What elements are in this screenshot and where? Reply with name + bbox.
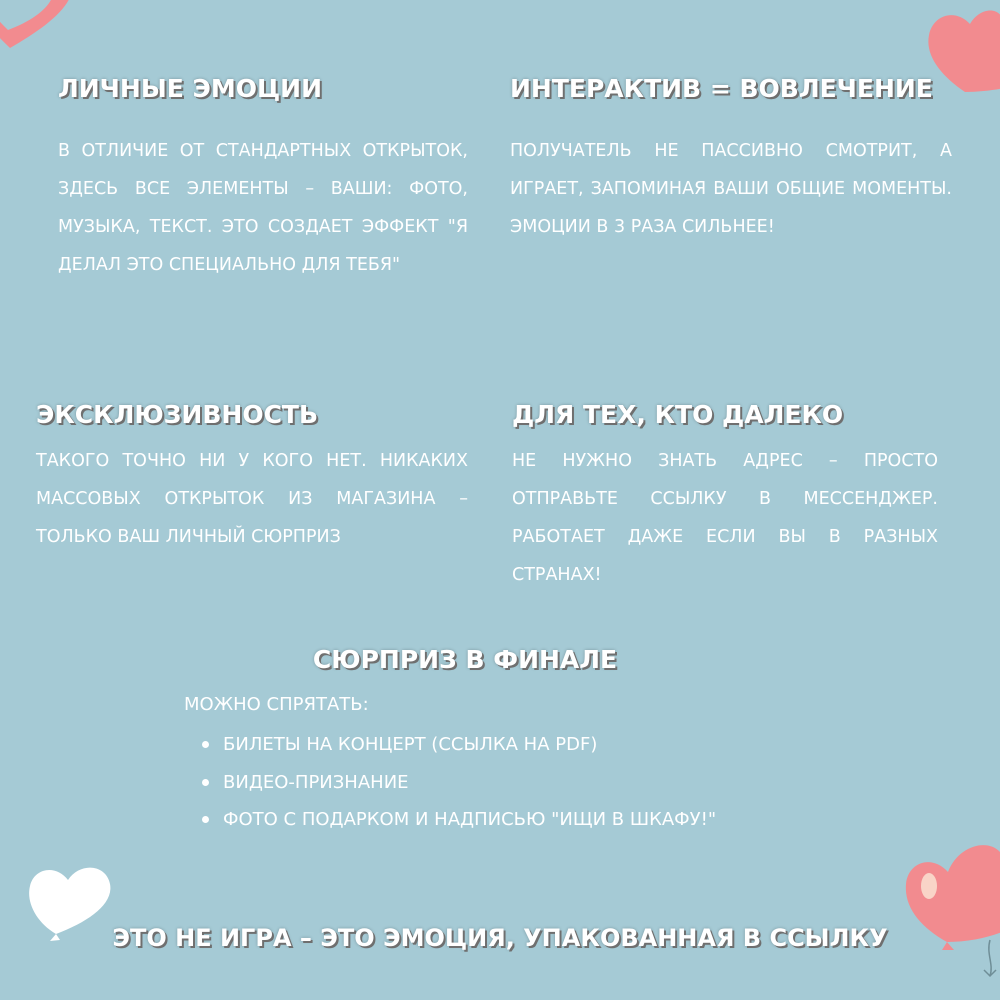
final-label: МОЖНО СПРЯТАТЬ: [184, 694, 369, 715]
heart-balloon-icon [902, 822, 1000, 982]
heart-balloon-icon [0, 0, 80, 50]
bullet-icon [202, 816, 209, 823]
section-heading-exclusivity: ЭКСКЛЮЗИВНОСТЬ [36, 400, 319, 429]
tagline: ЭТО НЕ ИГРА – ЭТО ЭМОЦИЯ, УПАКОВАННАЯ В ССЫЛКУ [112, 924, 888, 952]
heart-balloon-icon [925, 0, 1000, 95]
final-heading: СЮРПРИЗ В ФИНАЛЕ [312, 645, 618, 674]
section-heading-interactive: ИНТЕРАКТИВ = ВОВЛЕЧЕНИЕ [510, 74, 933, 103]
section-text-personal-emotions: В ОТЛИЧИЕ ОТ СТАНДАРТНЫХ ОТКРЫТОК, ЗДЕСЬ ВСЕ ЭЛЕМЕНТЫ – ВАШИ: ФОТО, МУЗЫКА, ТЕКСТ. ЭТО СОЗДАЕТ ЭФФЕКТ "Я ДЕЛАЛ ЭТО СПЕЦИАЛЬНО ДЛЯ ТЕБЯ" [58, 141, 468, 275]
section-heading-far-away: ДЛЯ ТЕХ, КТО ДАЛЕКО [512, 400, 844, 429]
section-heading-personal-emotions: ЛИЧНЫЕ ЭМОЦИИ [58, 74, 323, 103]
section-text-exclusivity: ТАКОГО ТОЧНО НИ У КОГО НЕТ. НИКАКИХ МАССОВЫХ ОТКРЫТОК ИЗ МАГАЗИНА – ТОЛЬКО ВАШ ЛИЧНЫЙ СЮРПРИЗ [36, 451, 468, 547]
bullet-icon [202, 741, 209, 748]
list-item [202, 726, 716, 764]
list-item-text: БИЛЕТЫ НА КОНЦЕРТ (ССЫЛКА НА PDF) [223, 734, 598, 755]
bullet-icon [202, 779, 209, 786]
list-item [202, 801, 716, 839]
list-item-text: ФОТО С ПОДАРКОМ И НАДПИСЬЮ "ИЩИ В ШКАФУ!" [223, 809, 717, 830]
section-text-interactive: ПОЛУЧАТЕЛЬ НЕ ПАССИВНО СМОТРИТ, А ИГРАЕТ, ЗАПОМИНАЯ ВАШИ ОБЩИЕ МОМЕНТЫ. ЭМОЦИИ В 3 РАЗА СИЛЬНЕЕ! [510, 141, 952, 237]
list-item [202, 764, 716, 802]
final-list [202, 726, 716, 839]
section-text-far-away: НЕ НУЖНО ЗНАТЬ АДРЕС – ПРОСТО ОТПРАВЬТЕ ССЫЛКУ В МЕССЕНДЖЕР. РАБОТАЕТ ДАЖЕ ЕСЛИ ВЫ В РАЗНЫХ СТРАНАХ! [512, 451, 938, 585]
list-item-text: ВИДЕО-ПРИЗНАНИЕ [223, 771, 409, 793]
